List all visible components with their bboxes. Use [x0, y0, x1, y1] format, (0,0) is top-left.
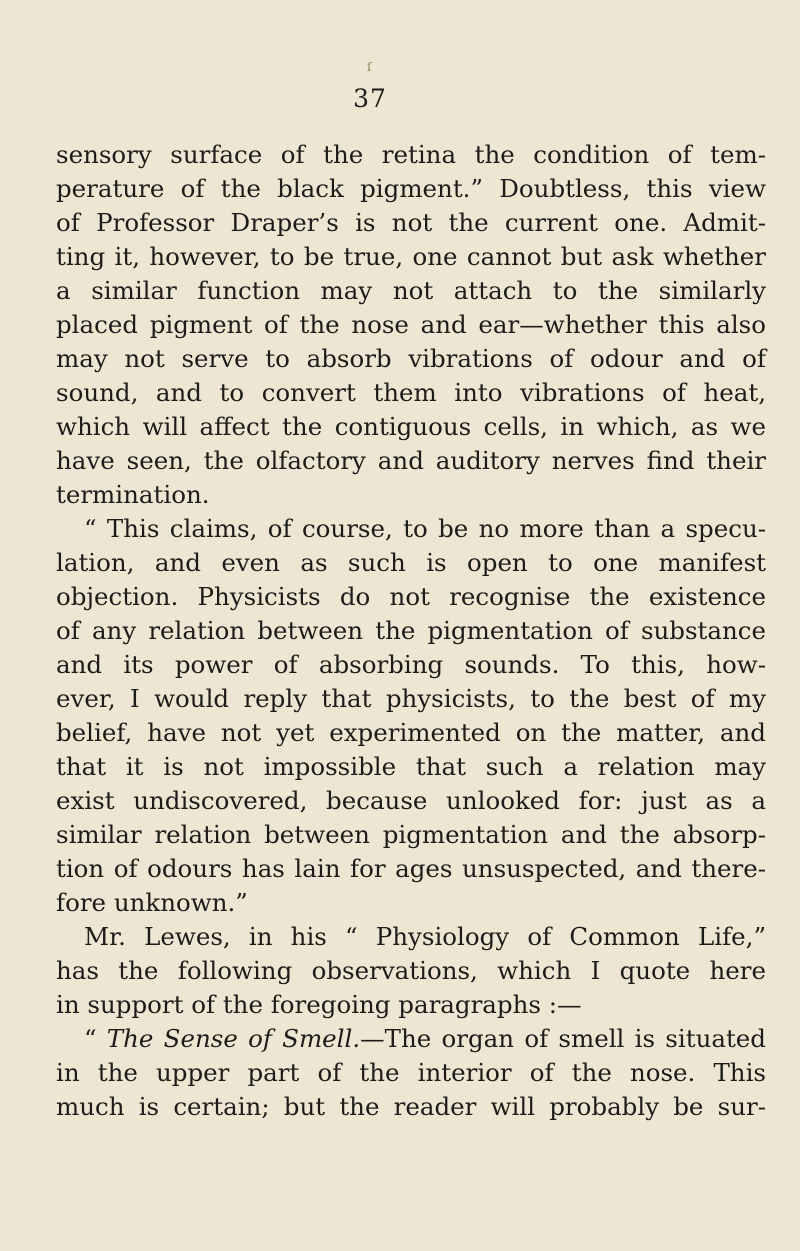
text-line: Mr. Lewes, in his “ Physiology of Common Life,” [84, 922, 766, 951]
text-line: similar relation between pigmentation and the absorp- [56, 820, 766, 849]
quote-title: The Sense of Smell. [106, 1024, 361, 1053]
text-line: placed pigment of the nose and ear—whether this also [56, 310, 766, 339]
text-line: ever, I would reply that physicists, to the best of my [56, 684, 766, 713]
text-line: sound, and to convert them into vibrations of heat, [56, 378, 766, 407]
text-line: ting it, however, to be true, one cannot but ask whether [56, 242, 766, 271]
quote-rest: —The organ of smell is situated [360, 1024, 766, 1053]
text-line: perature of the black pigment.” Doubtless, this view [56, 174, 766, 203]
text-line: lation, and even as such is open to one manifest [56, 548, 766, 577]
quote-open: “ [84, 1024, 107, 1053]
text-line: of any relation between the pigmentation of substance [56, 616, 766, 645]
text-line: exist undiscovered, because unlooked for: just as a [56, 786, 766, 815]
quote-line [84, 1022, 766, 1056]
text-line: belief, have not yet experimented on the matter, and [56, 718, 766, 747]
text-line: may not serve to absorb vibrations of odour and of [56, 344, 766, 373]
text-line: “ This claims, of course, to be no more than a specu- [84, 514, 766, 543]
text-line: has the following observations, which I quote here [56, 956, 766, 985]
text-line: in support of the foregoing paragraphs :— [56, 990, 582, 1019]
text-line: tion of odours has lain for ages unsuspected, and there- [56, 854, 766, 883]
text-line: which will affect the contiguous cells, in which, as we [56, 412, 766, 441]
text-line: in the upper part of the interior of the nose. This [56, 1058, 766, 1087]
text-line: and its power of absorbing sounds. To this, how- [56, 650, 766, 679]
text-line: of Professor Draper’s is not the current one. Admit- [56, 208, 766, 237]
page-number: 37 [353, 84, 387, 113]
text-line: a similar function may not attach to the similarly [56, 276, 766, 305]
text-line: sensory surface of the retina the condition of tem- [56, 140, 766, 169]
text-line: that it is not impossible that such a relation may [56, 752, 766, 781]
text-line: termination. [56, 480, 210, 509]
text-line: fore unknown.” [56, 888, 248, 917]
text-line: much is certain; but the reader will probably be sur- [56, 1092, 766, 1121]
text-line: have seen, the olfactory and auditory nerves find their [56, 446, 766, 475]
page-mark: ſ [367, 60, 372, 74]
text-line: objection. Physicists do not recognise the existence [56, 582, 766, 611]
